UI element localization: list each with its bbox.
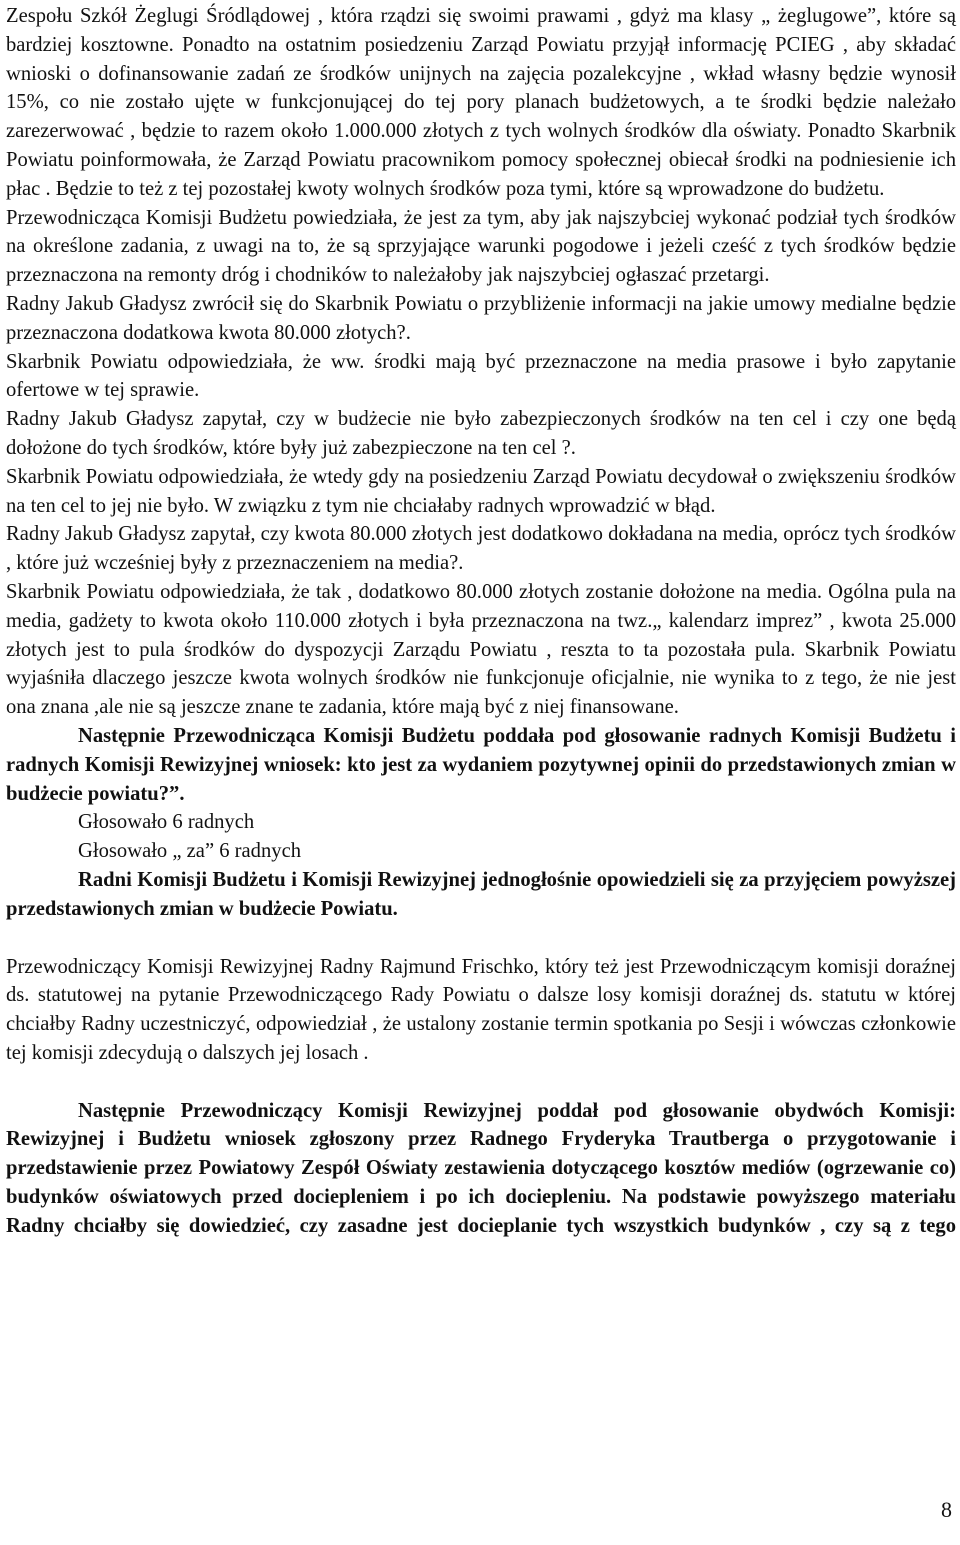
paragraph-treasurer-answer-1: Skarbnik Powiatu odpowiedziała, że ww. środki mają być przeznaczone na media prasowe i było zapytanie ofertowe w tej sprawie.	[6, 350, 956, 402]
paragraph-gladysz-question-1: Radny Jakub Gładysz zwrócił się do Skarbnik Powiatu o przybliżenie informacji na jakie umowy medialne będzie przeznaczona dodatkowa kwota 80.000 złotych?.	[6, 292, 956, 344]
page-number: 8	[941, 1497, 952, 1522]
vote-2-heading: Następnie Przewodniczący Komisji Rewizyjnej poddał pod głosowanie obydwóch Komisji: Rewizyjnej i Budżetu wniosek zgłoszony przez Radnego Fryderyka Trautberga o przygotowanie i przedstawienie przez Powiatowy Zespół Oświaty zestawienia dotyczącego kosztów mediów (ogrzewanie co) budynków oświatowych przed dociepleniem i po ich dociepleniu. Na podstawie powyższego materiału Radny chciałby się dowiedzieć, czy zasadne jest docieplanie tych wszystkich budynków , czy są z tego	[6, 1099, 956, 1237]
paragraph-school-funding: Zespołu Szkół Żeglugi Śródlądowej , która rządzi się swoimi prawami , gdyż ma klasy „ żeglugowe”, które są bardziej kosztowne. Ponadto na ostatnim posiedzeniu Zarząd Powiatu przyjął informację PCIEG , aby składać wnioski o dofinansowanie zadań ze środków unijnych na zajęcia pozalekcyjne , wkład własny będzie wynosił 15%, co nie zostało ujęte w funkcjonującej do tej pory planach budżetowych, a te środki będzie należało zarezerwować , będzie to razem około 1.000.000 złotych z tych wolnych środków dla oświaty. Ponadto Skarbnik Powiatu poinformowała, że Zarząd Powiatu pracownikom pomocy społecznej obiecał środki na podniesienie ich płac . Będzie to też z tej pozostałej kwoty wolnych środków poza tymi, które są wprowadzone do budżetu.	[6, 5, 956, 200]
paragraph-treasurer-answer-2: Skarbnik Powiatu odpowiedziała, że wtedy gdy na posiedzeniu Zarząd Powiatu decydował o zwiększeniu środków na ten cel to jej nie było. W związku z tym nie chciałaby radnych wprowadzić w błąd.	[6, 465, 956, 517]
paragraph-treasurer-answer-3: Skarbnik Powiatu odpowiedziała, że tak , dodatkowo 80.000 złotych zostanie dołożone na media. Ogólna pula na media, gadżety to kwota około 110.000 złotych i była przeznaczona na twz.„ kalendarz imprez” , kwota 25.000 złotych jest to pula środków do dyspozycji Zarządu Powiatu , reszta to ta pozostała pula. Skarbnik Powiatu wyjaśniła dlaczego jeszcze kwota wolnych środków nie funkcjonuje oficjalnie, nie wynika to z tego, że nie jest ona znana ,ale nie są jeszcze znane te zadania, które mają być z niej finansowane.	[6, 580, 956, 719]
paragraph-gladysz-question-3: Radny Jakub Gładysz zapytał, czy kwota 80.000 złotych jest dodatkowo dokładana na media, oprócz tych środków , które już wcześniej były z przeznaczeniem na media?.	[6, 523, 956, 575]
vote-1-count: Głosowało 6 radnych	[78, 811, 255, 834]
paragraph-gladysz-question-2: Radny Jakub Gładysz zapytał, czy w budżecie nie było zabezpieczonych środków na ten cel i czy one będą dołożone do tych środków, które były już zabezpieczone na ten cel ?.	[6, 408, 956, 459]
paragraph-frischko: Przewodniczący Komisji Rewizyjnej Radny Rajmund Frischko, który też jest Przewodniczącym komisji doraźnej ds. statutowej na pytanie Przewodniczącego Rady Powiatu o dalsze losy komisji doraźnej ds. statutu w której chciałby Radny uczestniczyć, odpowiedział , że ustalony zostanie termin spotkania po Sesji i wówczas członkowie tej komisji zdecydują o dalszych jej losach .	[6, 955, 956, 1064]
section-gap	[6, 1068, 956, 1097]
document-page	[6, 2, 956, 1241]
vote-1-for: Głosowało „ za” 6 radnych	[78, 840, 302, 863]
vote-1-heading: Następnie Przewodnicząca Komisji Budżetu poddała pod głosowanie radnych Komisji Budżetu i radnych Komisji Rewizyjnej wniosek: kto jest za wydaniem pozytywnej opinii do przedstawionych zmian w budżecie powiatu?”.	[6, 724, 956, 805]
section-gap	[6, 924, 956, 953]
vote-1-result: Radni Komisji Budżetu i Komisji Rewizyjnej jednogłośnie opowiedzieli się za przyjęciem powyższej przedstawionych zmian w budżecie Powiatu.	[6, 868, 956, 920]
paragraph-committee-chair: Przewodnicząca Komisji Budżetu powiedziała, że jest za tym, aby jak najszybciej wykonać podział tych środków na określone zadania, z uwagi na to, że są sprzyjające warunki pogodowe i jeżeli cześć z tych środków będzie przeznaczona na remonty dróg i chodników to należałoby jak najszybciej ogłaszać przetargi.	[6, 206, 956, 287]
